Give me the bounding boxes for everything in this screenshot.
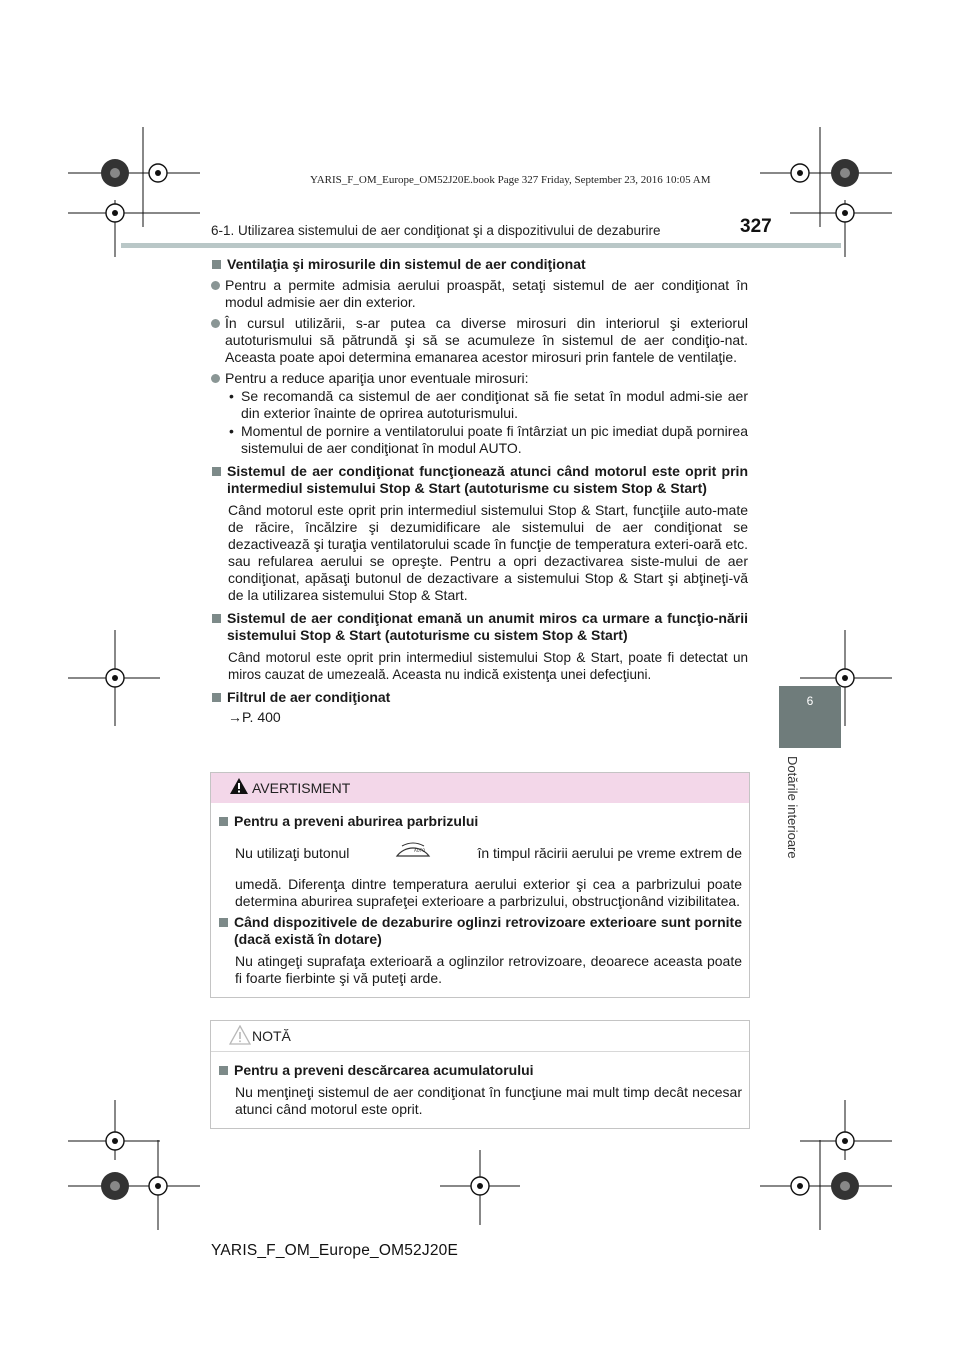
paragraph: Nu menţineţi sistemul de aer condiţionat în funcţiune mai mult timp decât necesar atunci când motorul este oprit.: [235, 1084, 742, 1117]
bullet-dot-icon: [211, 281, 220, 290]
main-content: [211, 250, 748, 726]
header-rule: [121, 243, 841, 248]
note-heading-battery: Pentru a preveni descărcarea acumulatorului: [218, 1062, 742, 1079]
heading-square-icon: [212, 693, 221, 702]
sub-bullet-item: • Momentul de pornire a ventilatorului poate fi întârziat un pic imediat după pornirea sistemului de aer condiţionat în modul AUTO.: [229, 423, 748, 456]
page-reference-link[interactable]: →P. 400: [228, 709, 281, 725]
footer-document-code: YARIS_F_OM_Europe_OM52J20E: [211, 1242, 459, 1259]
bullet-dot-icon: [211, 374, 220, 383]
heading-stop-start-operation: Sistemul de aer condiţionat funcţionează atunci când motorul este oprit prin intermediul sistemului Stop & Start (autoturisme cu sistem Stop & Start): [211, 463, 748, 497]
paragraph: Când motorul este oprit prin intermediul sistemului Stop & Start, funcţiile auto-mate de răcire, încălzire şi dezumidificare ale sistemului de aer condiţionat se dezactivează şi turaţia ventilatorului scade în funcţie de temperatura exteri-oară etc. sau refularea aerului se opreşte. Pentru a opri dezactivarea siste-mului de aer condiţionat, apăsaţi butonul de dezactivare a sistemului Stop & Start şi abţineţi-vă de la utilizarea sistemului Stop & Start.: [228, 502, 748, 603]
bullet-dot-icon: [211, 319, 220, 328]
warning-box: [210, 772, 750, 998]
warning-label: AVERTISMENT: [252, 780, 351, 796]
warning-triangle-icon: [229, 777, 249, 795]
note-body: [211, 1052, 749, 1128]
bullet-item: Pentru a permite admisia aerului proaspăt, setaţi sistemul de aer condiţionat în modul admisie aer din exterior.: [211, 277, 748, 311]
paragraph: umedă. Diferenţa dintre temperatura aerului exterior şi cea a parbrizului poate determina aburirea suprafeţei exterioare a parbrizului, obstrucţionând vizibilitatea.: [235, 876, 742, 909]
caution-triangle-icon: [229, 1025, 251, 1045]
heading-square-icon: [212, 614, 221, 623]
paragraph: Nu atingeţi suprafaţa exterioară a oglinzilor retrovizoare, deoarece aceasta poate fi foarte fierbinte şi vă puteţi arde.: [235, 953, 742, 986]
warning-heading-mirror-defogger: Când dispozitivele de dezaburire oglinzi retrovizoare exterioare sunt pornite (dacă există în dotare): [218, 914, 742, 948]
heading-stop-start-odor: Sistemul de aer condiţionat emană un anumit miros ca urmare a funcţio-nării sistemului Stop & Start (autoturisme cu sistem Stop & Start): [211, 610, 748, 644]
warning-body: [211, 803, 749, 997]
warning-header: [211, 773, 749, 803]
heading-square-icon: [212, 467, 221, 476]
paragraph: Când motorul este oprit prin intermediul sistemului Stop & Start, poate fi detectat un miros cauzat de umezeală. Aceasta nu indică existenţa unei defecţiuni.: [228, 650, 748, 682]
bullet-item: În cursul utilizării, s-ar putea ca diverse mirosuri din interiorul şi exteriorul autoturismului să pătrundă şi să se acumuleze în sistemul de aer condiţio-nat. Aceasta poate apoi determina emanarea acestor mirosuri prin fantele de ventilaţie.: [211, 315, 748, 366]
page-number: 327: [740, 216, 772, 237]
windshield-defogger-button-icon: [393, 836, 433, 870]
heading-ventilation: Ventilaţia şi mirosurile din sistemul de aer condiţionat: [211, 256, 748, 273]
heading-square-icon: [219, 817, 228, 826]
chapter-tab: [779, 686, 841, 748]
book-imprint: YARIS_F_OM_Europe_OM52J20E.book Page 327 Friday, September 23, 2016 10:05 AM: [310, 174, 711, 186]
heading-square-icon: [212, 260, 221, 269]
note-header: [211, 1021, 749, 1052]
paragraph: Nu utilizaţi butonul AUTO în timpul răcirii aerului pe vreme extrem de: [218, 836, 742, 870]
warning-heading-fogging: Pentru a preveni aburirea parbrizului: [218, 813, 742, 830]
note-label: NOTĂ: [252, 1028, 291, 1044]
bullet-item: Pentru a reduce apariţia unor eventuale mirosuri:: [211, 370, 748, 387]
sub-bullet-item: • Se recomandă ca sistemul de aer condiţionat să fie setat în modul admi-sie aer din exterior înainte de oprirea autoturismului.: [229, 388, 748, 421]
chapter-label: Dotările interioare: [785, 756, 800, 859]
heading-square-icon: [219, 1066, 228, 1075]
heading-square-icon: [219, 918, 228, 927]
heading-air-filter: Filtrul de aer condiţionat: [211, 689, 748, 706]
svg-text:AUTO: AUTO: [414, 848, 426, 853]
section-title: 6-1. Utilizarea sistemului de aer condiţionat şi a dispozitivului de dezaburire: [211, 223, 661, 238]
note-box: [210, 1020, 750, 1129]
chapter-number: 6: [806, 694, 814, 708]
